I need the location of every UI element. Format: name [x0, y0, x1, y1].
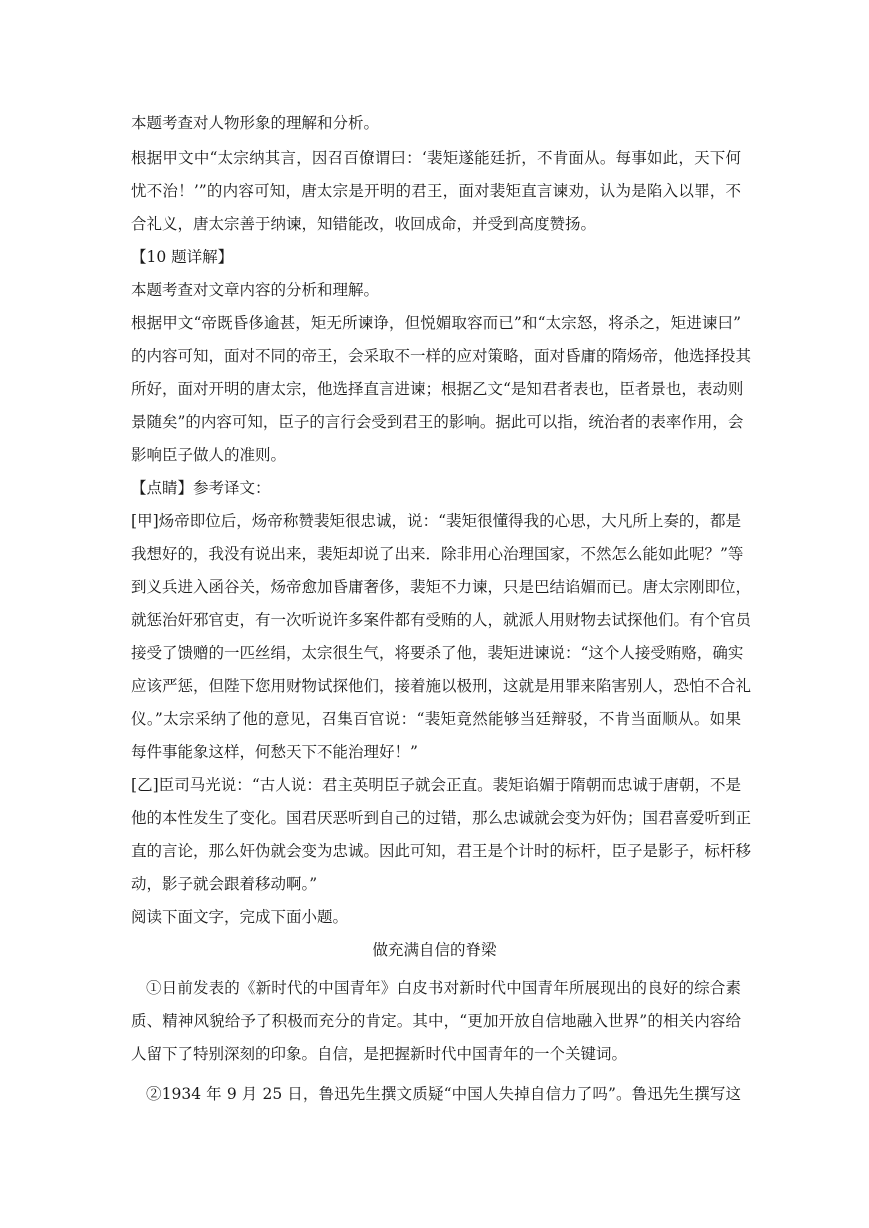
text-line: [甲]炀帝即位后，炀帝称赞裴矩很忠诚，说：“裴矩很懂得我的心思，大凡所上奏的，都是: [131, 512, 741, 530]
text-line: 影响臣子做人的准则。: [131, 446, 287, 464]
text-line: 合礼义，唐太宗善于纳谏，知错能改，收回成命，并受到高度赞扬。: [131, 215, 597, 233]
article-line: 人留下了特别深刻的印象。自信，是把握新时代中国青年的一个关键词。: [131, 1045, 628, 1063]
text-line: 就惩治奸邪官吏，有一次听说许多案件都有受贿的人，就派人用财物去试探他们。有个官员: [131, 611, 752, 629]
text-line: 接受了馈赠的一匹丝绢，太宗很生气，将要杀了他，裴矩进谏说：“这个人接受贿赂，确实: [131, 644, 744, 662]
text-line: 仪。”太宗采纳了他的意见，召集百官说：“裴矩竟然能够当廷辩驳，不肯当面顺从。如果: [131, 710, 741, 728]
article-line: ②1934 年 9 月 25 日，鲁迅先生撰文质疑“中国人失掉自信力了吗”。鲁迅先生撰写这: [146, 1085, 741, 1103]
text-line: 根据甲文“帝既昏侈逾甚，矩无所谏诤，但悦媚取容而已”和“太宗怒，将杀之，矩进谏曰”: [131, 314, 741, 332]
text-line: 直的言论，那么奸伪就会变为忠诚。因此可知，君王是个计时的标杆，臣子是影子，标杆移: [131, 842, 752, 860]
article-line: 质、精神风貌给予了积极而充分的肯定。其中，“更加开放自信地融入世界”的相关内容给: [131, 1012, 741, 1030]
section-heading: 【10 题详解】: [131, 248, 234, 266]
text-line: 他的本性发生了变化。国君厌恶听到自己的过错，那么忠诚就会变为奸伪；国君喜爱听到正: [131, 809, 752, 827]
text-line: 根据甲文中“太宗纳其言，因召百僚谓曰：‘裴矩遂能廷折，不肯面从。每事如此，天下何: [131, 149, 741, 167]
text-line: 本题考查对人物形象的理解和分析。: [131, 114, 380, 132]
text-line: 动，影子就会跟着移动啊。”: [131, 875, 318, 893]
text-line: 阅读下面文字，完成下面小题。: [131, 908, 349, 926]
text-line: 我想好的，我没有说出来，裴矩却说了出来．除非用心治理国家，不然怎么能如此呢？”等: [131, 545, 744, 563]
text-line: 景随矣”的内容可知，臣子的言行会受到君王的影响。据此可以指，统治者的表率作用，会: [131, 413, 744, 431]
text-line: 到义兵进入函谷关，炀帝愈加昏庸奢侈，裴矩不力谏，只是巴结谄媚而已。唐太宗刚即位，: [131, 578, 752, 596]
text-line: 本题考查对文章内容的分析和理解。: [131, 281, 380, 299]
text-line: 忧不治！’”的内容可知，唐太宗是开明的君王，面对裴矩直言谏劝，认为是陷入以罪，不: [131, 182, 741, 200]
text-line: 应该严惩，但陛下您用财物试探他们，接着施以极刑，这就是用罪来陷害别人，恐怕不合礼: [131, 677, 752, 695]
article-title: 做充满自信的脊梁: [372, 941, 497, 959]
section-heading: 【点睛】参考译文：: [131, 479, 271, 497]
text-line: [乙]臣司马光说：“古人说：君主英明臣子就会正直。裴矩谄媚于隋朝而忠诚于唐朝，不是: [131, 776, 741, 794]
text-line: 所好，面对开明的唐太宗，他选择直言进谏；根据乙文“是知君者表也，臣者景也，表动则: [131, 380, 744, 398]
article-line: ①日前发表的《新时代的中国青年》白皮书对新时代中国青年所展现出的良好的综合素: [146, 979, 741, 997]
text-line: 的内容可知，面对不同的帝王，会采取不一样的应对策略，面对昏庸的隋炀帝，他选择投其: [131, 347, 752, 365]
text-line: 每件事能象这样，何愁天下不能治理好！”: [131, 743, 418, 761]
